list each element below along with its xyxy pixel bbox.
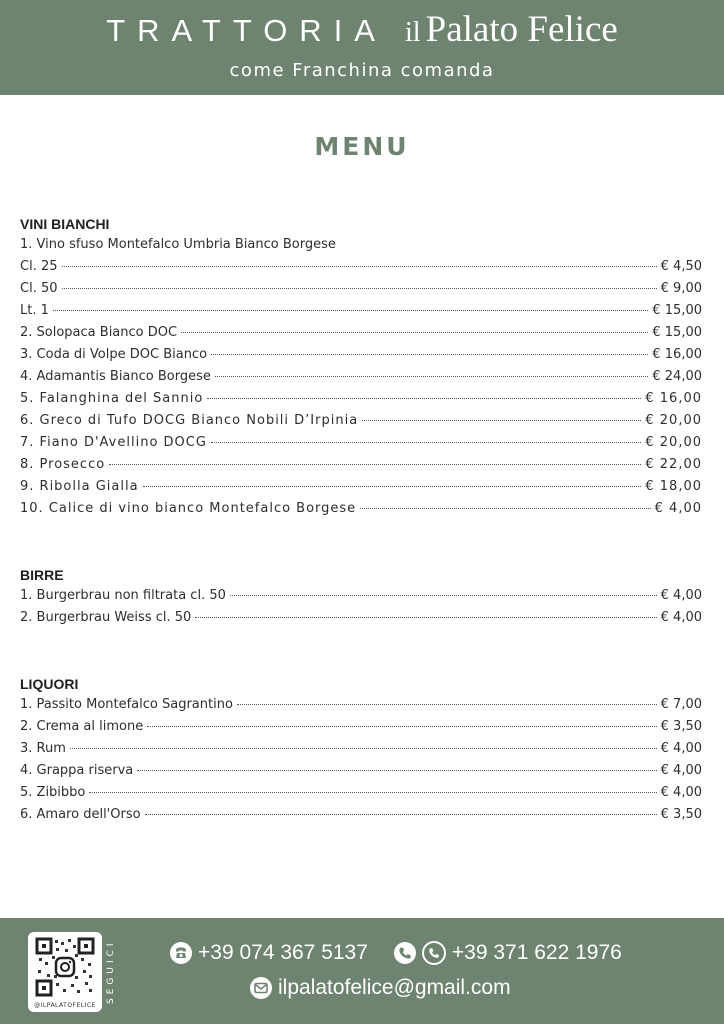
menu-item xyxy=(20,388,702,410)
item-price: € 16,00 xyxy=(645,391,702,406)
dot-leader xyxy=(360,508,650,509)
menu-item xyxy=(20,300,702,322)
dot-leader xyxy=(362,420,641,421)
instagram-icon xyxy=(56,958,74,976)
dot-leader xyxy=(143,486,642,487)
section-liquori xyxy=(20,674,702,826)
section-title: BIRRE xyxy=(20,567,64,583)
section-birre xyxy=(20,565,702,629)
follow-label: SEGUICI xyxy=(106,939,116,1005)
menu-heading: MENU xyxy=(314,132,410,161)
menu-item xyxy=(20,716,702,738)
item-price: € 20,00 xyxy=(645,413,702,428)
item-price: € 3,50 xyxy=(660,807,702,822)
item-name: 1. Passito Montefalco Sagrantino xyxy=(20,697,233,712)
brand-il: il xyxy=(405,17,421,48)
dot-leader xyxy=(230,595,657,596)
dot-leader xyxy=(109,464,641,465)
item-name: 5. Falanghina del Sannio xyxy=(20,391,204,406)
restaurant-subtitle: come Franchina comanda xyxy=(229,60,495,81)
dot-leader xyxy=(145,814,657,815)
item-price: € 16,00 xyxy=(652,347,702,362)
menu-item xyxy=(20,694,702,716)
item-price: € 4,50 xyxy=(660,259,702,274)
item-name: Lt. 1 xyxy=(20,303,49,318)
menu-item xyxy=(20,585,702,607)
email-contact xyxy=(250,976,511,1000)
item-name: Cl. 25 xyxy=(20,259,58,274)
item-name: 2. Crema al limone xyxy=(20,719,144,734)
menu-item xyxy=(20,432,702,454)
menu-item xyxy=(20,804,702,826)
dot-leader xyxy=(53,310,648,311)
item-name: 6. Amaro dell'Orso xyxy=(20,807,141,822)
qr-code-icon xyxy=(35,937,95,997)
email-icon xyxy=(250,977,272,999)
item-price: € 24,00 xyxy=(652,369,702,384)
dot-leader xyxy=(211,354,648,355)
email-address[interactable]: ilpalatofelice@gmail.com xyxy=(278,976,511,999)
mobile-number[interactable]: +39 371 622 1976 xyxy=(451,941,622,964)
dot-leader xyxy=(207,398,641,399)
item-price: € 9,00 xyxy=(660,281,702,296)
whatsapp-icon xyxy=(422,941,446,965)
item-price: € 15,00 xyxy=(652,325,702,340)
item-name: 1. Vino sfuso Montefalco Umbria Bianco Borgese xyxy=(20,237,336,252)
item-price: € 15,00 xyxy=(652,303,702,318)
item-name: Cl. 50 xyxy=(20,281,58,296)
dot-leader xyxy=(237,704,657,705)
item-name: 10. Calice di vino bianco Montefalco Borgese xyxy=(20,501,357,516)
menu-item xyxy=(20,738,702,760)
menu-item xyxy=(20,256,702,278)
restaurant-title xyxy=(0,8,724,51)
brand-trattoria: TRATTORIA xyxy=(106,13,387,48)
brand-name: Palato Felice xyxy=(425,9,618,50)
item-name: 7. Fiano D'Avellino DOCG xyxy=(20,435,207,450)
qr-caption: @ILPALATOFELICE xyxy=(34,1002,96,1009)
item-price: € 18,00 xyxy=(645,479,702,494)
phone-number[interactable]: +39 074 367 5137 xyxy=(198,941,368,964)
item-name: 4. Adamantis Bianco Borgese xyxy=(20,369,211,384)
dot-leader xyxy=(62,288,657,289)
item-name: 2. Burgerbrau Weiss cl. 50 xyxy=(20,610,192,625)
menu-item xyxy=(20,278,702,300)
item-price: € 4,00 xyxy=(660,588,702,603)
section-title: LIQUORI xyxy=(20,676,79,692)
dot-leader xyxy=(211,442,641,443)
item-name: 9. Ribolla Gialla xyxy=(20,479,139,494)
section-vini-bianchi xyxy=(20,214,702,520)
dot-leader xyxy=(70,748,657,749)
dot-leader xyxy=(147,726,656,727)
header-banner xyxy=(0,0,724,95)
dot-leader xyxy=(89,792,656,793)
menu-item-intro xyxy=(20,234,702,256)
item-price: € 4,00 xyxy=(660,785,702,800)
item-name: 8. Prosecco xyxy=(20,457,106,472)
menu-item xyxy=(20,760,702,782)
menu-item xyxy=(20,476,702,498)
dot-leader xyxy=(195,617,656,618)
menu-item xyxy=(20,366,702,388)
item-price: € 22,00 xyxy=(645,457,702,472)
menu-item xyxy=(20,410,702,432)
brand-name-group xyxy=(405,8,618,51)
phone-contacts xyxy=(170,941,622,965)
item-price: € 4,00 xyxy=(660,763,702,778)
item-price: € 20,00 xyxy=(645,435,702,450)
item-name: 1. Burgerbrau non filtrata cl. 50 xyxy=(20,588,226,603)
item-name: 2. Solopaca Bianco DOC xyxy=(20,325,178,340)
menu-item xyxy=(20,607,702,629)
item-name: 5. Zibibbo xyxy=(20,785,86,800)
menu-item xyxy=(20,498,702,520)
menu-item xyxy=(20,782,702,804)
item-name: 3. Rum xyxy=(20,741,66,756)
item-price: € 3,50 xyxy=(660,719,702,734)
item-price: € 4,00 xyxy=(660,610,702,625)
item-name: 6. Greco di Tufo DOCG Bianco Nobili D’Irpinia xyxy=(20,413,359,428)
instagram-qr-code[interactable] xyxy=(28,932,102,1012)
item-price: € 4,00 xyxy=(654,501,702,516)
item-name: 4. Grappa riserva xyxy=(20,763,134,778)
menu-item xyxy=(20,344,702,366)
dot-leader xyxy=(181,332,648,333)
item-price: € 4,00 xyxy=(660,741,702,756)
item-name: 3. Coda di Volpe DOC Bianco xyxy=(20,347,208,362)
section-title: VINI BIANCHI xyxy=(20,216,110,232)
footer-bar xyxy=(0,918,724,1024)
menu-item xyxy=(20,454,702,476)
dot-leader xyxy=(215,376,648,377)
mobile-phone-icon xyxy=(394,942,416,964)
dot-leader xyxy=(62,266,657,267)
menu-item xyxy=(20,322,702,344)
dot-leader xyxy=(137,770,656,771)
phone-icon xyxy=(170,942,192,964)
item-price: € 7,00 xyxy=(660,697,702,712)
